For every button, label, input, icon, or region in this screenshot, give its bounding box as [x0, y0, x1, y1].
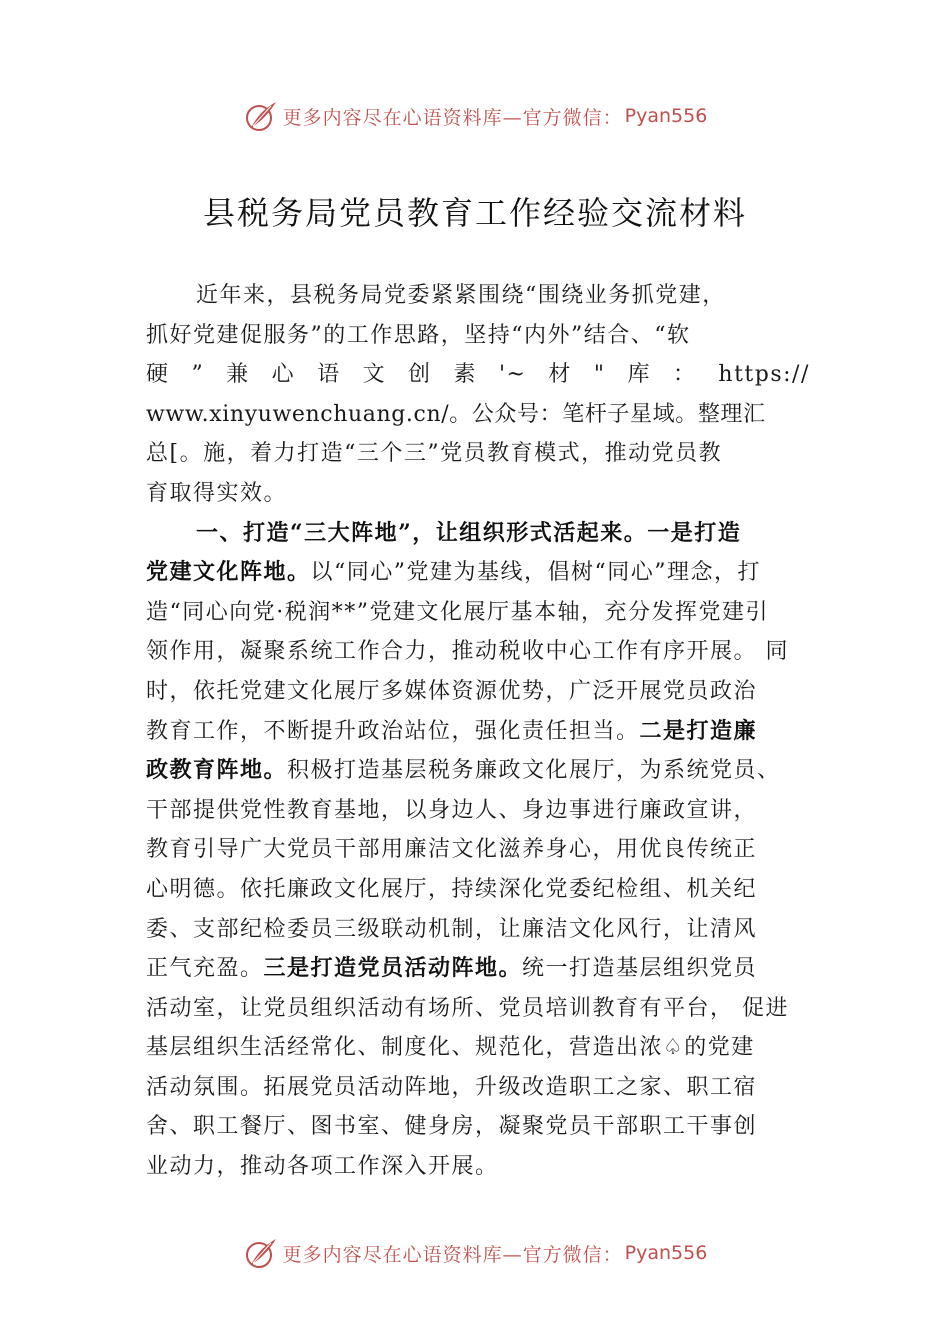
line-3-token: 兼 — [226, 362, 250, 388]
document-body — [146, 276, 810, 1187]
paragraph-2-line-9: 教育引导广大党员干部用廉洁文化滋养身心，用优良传统正 — [146, 837, 758, 863]
paragraph-1-line-5: 总[。施，着力打造“三个三”党员教育模式，推动党员教 — [146, 441, 723, 467]
paragraph-2-line-2-text: 以“同心”党建为基线，倡树“同心”理念，打 — [310, 560, 762, 586]
watermark-account: Pyan556 — [624, 105, 708, 127]
paragraph-2-line-6 — [146, 712, 810, 752]
paragraph-2-line-7-text: 积极打造基层税务廉政文化展厅，为系统党员、 — [287, 758, 781, 784]
paragraph-2-line-12-text: 正气充盈。 — [146, 956, 264, 982]
feather-pen-icon — [243, 1235, 279, 1271]
paragraph-2-line-15: 活动氛围。拓展党员活动阵地，升级改造职工之家、职工宿 — [146, 1074, 758, 1100]
line-3-token: ” — [191, 362, 205, 388]
subheading-integrity-start: 二是打造廉 — [639, 717, 758, 744]
paragraph-1-line-6: 育取得实效。 — [146, 480, 288, 506]
subheading-member-activity: 三是打造党员活动阵地。 — [263, 955, 523, 982]
line-3-token: 文 — [362, 362, 387, 388]
line-3-token: '~ — [498, 362, 527, 388]
paragraph-2-line-8: 干部提供党性教育基地，以身边人、身边事进行廉政宣讲， — [146, 797, 758, 823]
watermark-text: 更多内容尽在心语资料库—官方微信： — [282, 106, 623, 129]
watermark-banner-bottom — [0, 1233, 950, 1273]
paragraph-2-line-12-tail: 统一打造基层组织党员 — [522, 956, 758, 982]
subheading-party-culture: 党建文化阵地。 — [146, 559, 311, 586]
watermark-banner-top — [0, 96, 950, 136]
line-3-token: ： — [672, 362, 697, 388]
paragraph-2-line-13: 活动室，让党员组织活动有场所、党员培训教育有平台， 促进 — [146, 995, 789, 1021]
paragraph-2-line-7 — [146, 751, 810, 791]
paragraph-2-line-4: 领作用，凝聚系统工作合力，推动税收中心工作有序开展。 同 — [146, 639, 789, 665]
line-3-token: 材 — [548, 362, 572, 388]
paragraph-2-line-10: 心明德。依托廉政文化展厅，持续深化党委纪检组、机关纪 — [146, 876, 758, 902]
paragraph-2-line-14: 基层组织生活经常化、制度化、规范化，营造出浓♤的党建 — [146, 1035, 755, 1061]
paragraph-1-line-1: 近年来，县税务局党委紧紧围绕“围绕业务抓党建， — [196, 283, 726, 308]
paragraph-2-line-16: 舍、职工餐厅、图书室、健身房，凝聚党员干部职工干事创 — [146, 1114, 758, 1140]
subheading-integrity-end: 政教育阵地。 — [146, 757, 288, 784]
paragraph-2-line-3: 造“同心向党·税润**”党建文化展厅基本轴，充分发挥党建引 — [146, 599, 769, 625]
paragraph-2-line-11: 委、支部纪检委员三级联动机制，让廉洁文化风行，让清风 — [146, 916, 758, 942]
line-3-token: 硬 — [146, 362, 170, 388]
paragraph-2-line-12 — [146, 949, 810, 989]
line-3-token: 心 — [271, 362, 296, 388]
paragraph-1-line-4: www.xinyuwenchuang.cn/。公众号：笔杆子星域。整理汇 — [146, 401, 766, 427]
paragraph-1-line-2: 抓好党建促服务”的工作思路，坚持“内外”结合、“软 — [146, 322, 691, 348]
watermark-account: Pyan556 — [624, 1242, 708, 1264]
document-title: 县税务局党员教育工作经验交流材料 — [202, 194, 747, 232]
line-3-token: 创 — [408, 362, 432, 388]
paragraph-2-line-6-text: 教育工作，不断提升政治站位，强化责任担当。 — [146, 718, 640, 744]
section-heading-1: 一、打造“三大阵地”，让组织形式活起来。一是打造 — [196, 519, 742, 546]
paragraph-2-line-5: 时，依托党建文化展厅多媒体资源优势，广泛开展党员政治 — [146, 678, 758, 704]
watermark-text: 更多内容尽在心语资料库—官方微信： — [282, 1243, 623, 1266]
line-3-url-fragment: https:// — [718, 362, 810, 388]
line-3-token: 库 — [627, 362, 651, 388]
paragraph-2-line-17: 业动力，推动各项工作深入开展。 — [146, 1154, 499, 1180]
line-3-token: " — [593, 362, 606, 388]
line-3-token: 语 — [317, 362, 341, 388]
feather-pen-icon — [243, 98, 279, 134]
line-3-token: 素 — [453, 362, 478, 388]
paragraph-2-line-2 — [146, 553, 810, 593]
paragraph-1-line-3 — [146, 355, 810, 395]
